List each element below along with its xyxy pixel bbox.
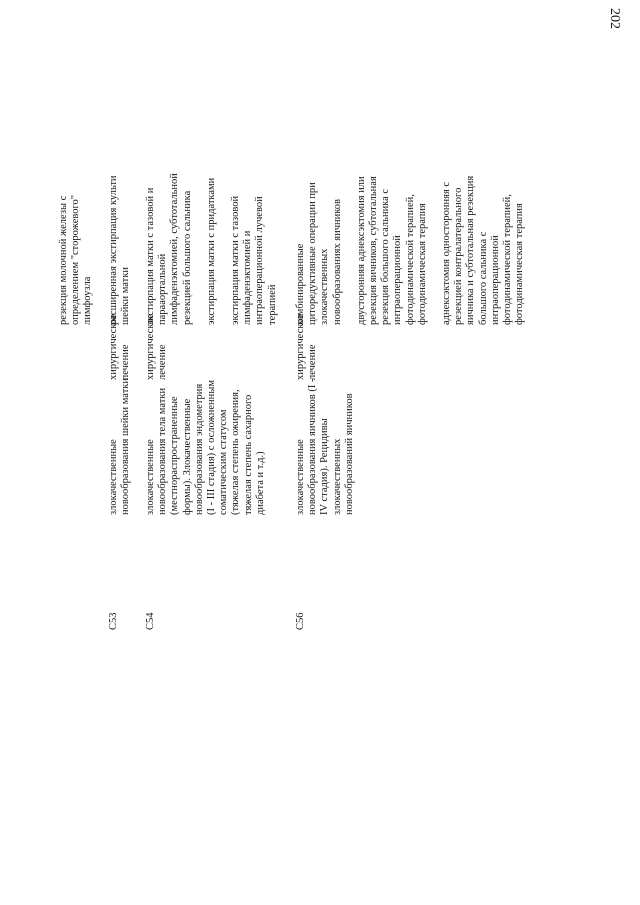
row-c54-methods: [145, 173, 279, 325]
text-line: большого сальника с: [477, 231, 489, 325]
text-line: двусторонняя аднексэктомия или: [355, 176, 367, 325]
text-line: злокачественных: [331, 438, 343, 515]
text-line: тяжелая степень сахарного: [242, 394, 254, 515]
row-c56-methods: [295, 176, 526, 325]
text-line: интраоперационной: [489, 235, 501, 325]
text-line: злокачественные: [145, 439, 156, 515]
row-c56-diagnosis: [295, 379, 356, 516]
text-line: фотодинамическая терапия: [416, 203, 428, 325]
row-c54-code: [145, 612, 157, 630]
text-line: лечение: [307, 344, 319, 380]
text-line: фотодинамической терапией,: [502, 194, 514, 325]
text-line: аднексэктомия односторонняя с: [441, 181, 453, 325]
text-line: экстирпация матки с тазовой: [230, 195, 242, 325]
text-line: экстирпация матки с тазовой и: [145, 187, 156, 325]
text-line: злокачественные: [295, 439, 306, 515]
diagnosis-code: C53: [108, 612, 119, 630]
text-line: комбинированные: [295, 243, 306, 325]
text-line: интраоперационной лучевой: [254, 196, 266, 325]
text-line: терапией: [266, 284, 278, 325]
text-line: лимфоузла: [82, 276, 94, 325]
row-c53-code: [108, 612, 120, 630]
text-line: новообразования шейки матки: [120, 378, 132, 515]
text-line: интраоперационной: [392, 235, 404, 325]
text-line: новообразования тела матки: [157, 387, 169, 515]
text-line: хирургическое: [145, 314, 156, 380]
text-line: IV стадия). Рецидивы: [319, 418, 331, 515]
text-line: циторедуктивные операции при: [307, 182, 319, 325]
text-line: расширенная экстирпация культи: [108, 175, 119, 325]
text-line: фотодинамической терапией,: [404, 194, 416, 325]
text-line: парааортальной: [157, 253, 169, 325]
text-line: резекция молочной железы с: [58, 195, 69, 325]
text-line: лечение: [120, 344, 132, 380]
text-line: определением "сторожевого": [70, 194, 82, 325]
text-line: (тяжелая степень ожирения,: [230, 389, 242, 515]
text-line: лимфаденэктомией, субтотальной: [169, 173, 181, 325]
text-line: хирургическое: [295, 314, 306, 380]
text-line: лимфаденэктомией и: [242, 230, 254, 325]
text-line: диабета и т.д.): [254, 451, 266, 515]
diagnosis-code: C54: [145, 612, 156, 630]
text-line: резекция яичников, субтотальная: [368, 176, 380, 325]
text-line: формы). Злокачественные: [181, 398, 193, 515]
text-line: (местнораспространенные: [169, 396, 181, 515]
text-line: новообразованиях яичников: [331, 198, 343, 325]
row-c56-code: [295, 612, 307, 630]
diagnosis-code: C56: [295, 612, 306, 630]
text-line: резекция большого сальника с: [380, 188, 392, 325]
continuation-treatment-cell: [58, 195, 95, 325]
page-number: 202: [607, 8, 622, 29]
text-line: экстирпация матки с придатками: [205, 177, 217, 325]
text-line: новообразования эндометрия: [193, 383, 205, 515]
row-c54-diagnosis: [145, 380, 267, 515]
text-line: резекцией большого сальника: [181, 190, 193, 325]
text-line: злокачественные: [108, 439, 119, 515]
text-line: злокачественных: [319, 248, 331, 325]
row-c53-methods: [108, 175, 132, 325]
text-line: яичника и субтотальная резекция: [465, 175, 477, 325]
text-line: хирургическое: [108, 314, 119, 380]
text-line: резекцией контралатерального: [453, 187, 465, 325]
text-line: шейки матки: [120, 267, 132, 325]
row-c53-diagnosis: [108, 378, 132, 515]
text-line: фотодинамическая терапия: [514, 203, 526, 325]
text-line: новообразования яичников (I -: [307, 378, 319, 515]
text-line: (I - III стадия) с осложненным: [206, 380, 218, 515]
text-line: соматическим статусом: [218, 409, 230, 515]
text-line: новообразований яичников: [343, 393, 355, 515]
text-line: лечение: [157, 344, 169, 380]
